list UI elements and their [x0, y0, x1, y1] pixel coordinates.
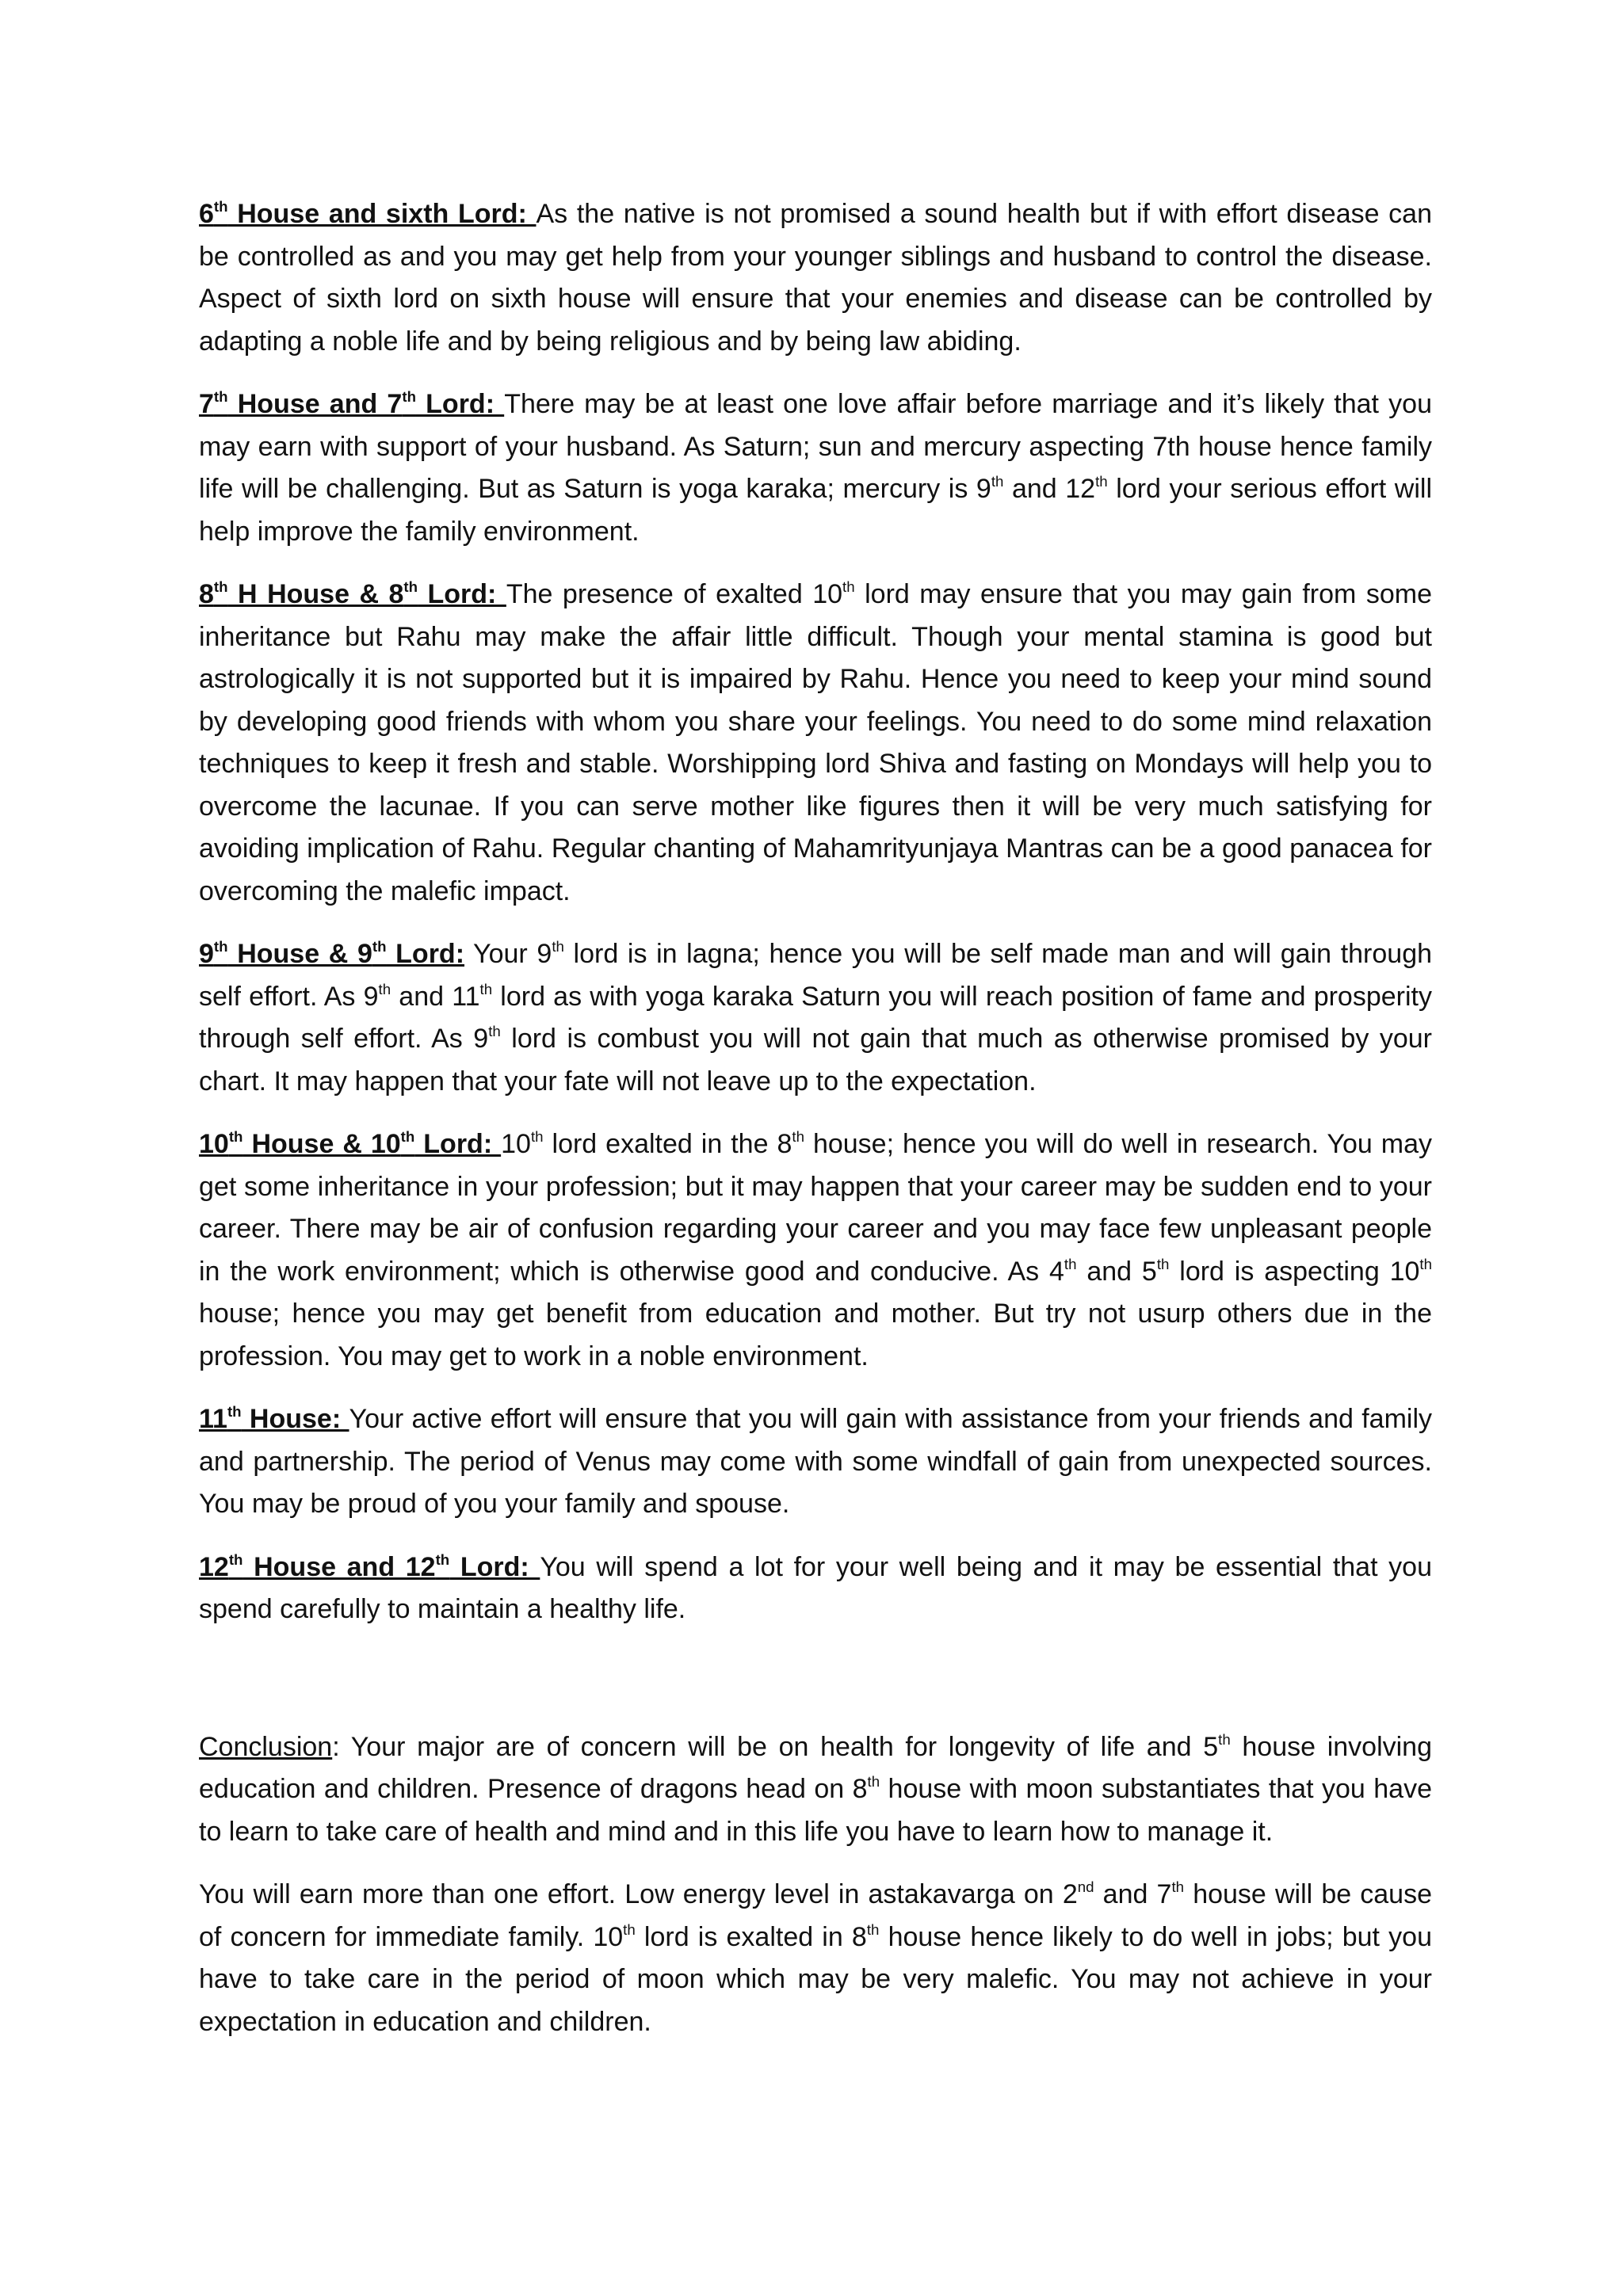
house-section — [199, 383, 1432, 553]
ordinal-suffix: th — [792, 1127, 804, 1145]
ordinal-suffix: th — [623, 1920, 636, 1938]
text-run: House & 10 — [242, 1129, 401, 1159]
house-section — [199, 1547, 1432, 1631]
text-run: house will be cause of concern for immediate family. 10 — [199, 1879, 1433, 1952]
document-page — [199, 193, 1432, 2064]
text-run: H House & 8 — [227, 579, 404, 609]
text-run: lord as with yoga karaka Saturn you will reach position of fame and prosperity through self effort. As 9 — [199, 981, 1432, 1054]
section-heading — [199, 199, 537, 229]
text-run: house with moon substantiates that you have to learn to take care of health and mind and in this life you have to learn how to manage it. — [199, 1774, 1432, 1847]
section-heading — [199, 939, 464, 969]
text-run: House and sixth Lord: — [227, 199, 537, 229]
conclusion-paragraph — [199, 1726, 1432, 1854]
text-run: 7 — [199, 389, 214, 419]
ordinal-suffix: th — [228, 1127, 243, 1145]
section-body — [199, 1129, 1432, 1371]
text-run: house; hence you may get benefit from education and mother. But try not usurp others due in the profession. You may get to work in a noble environment. — [199, 1299, 1432, 1371]
ordinal-suffix: th — [1095, 472, 1108, 490]
text-run: and 5 — [1076, 1256, 1157, 1287]
section-body — [199, 1404, 1432, 1519]
ordinal-suffix: th — [1156, 1255, 1170, 1272]
ordinal-suffix: th — [213, 197, 228, 215]
text-run: lord your serious effort will help improve the family environment. — [199, 474, 1433, 547]
ordinal-suffix: th — [991, 472, 1004, 490]
text-run: house; hence you will do well in research. You may get some inheritance in your profession; but it may happen that your career may be sudden end to your career. There may be air of confusion regarding your career and you may face few unpleasant people in the work environment; which is otherwise good and conducive. As 4 — [199, 1129, 1432, 1287]
house-section — [199, 1398, 1432, 1526]
ordinal-suffix: th — [1419, 1255, 1433, 1272]
text-run: As the native is not promised a sound health but if with effort disease can be controlled as and you may get help from your younger siblings and husband to control the disease. Aspect of sixth lord on sixth house will ensure that your enemies and disease can be controlled by adapting a noble life and by being religious and by being law abiding. — [199, 199, 1432, 357]
ordinal-suffix: th — [1171, 1878, 1185, 1895]
house-section — [199, 193, 1432, 363]
section-heading — [199, 579, 506, 609]
text-run: 10 — [199, 1129, 229, 1159]
house-section — [199, 574, 1432, 913]
closing-paragraph — [199, 1874, 1432, 2043]
text-run: and 7 — [1094, 1879, 1172, 1909]
section-heading — [199, 1129, 501, 1159]
ordinal-suffix: th — [213, 578, 228, 595]
text-run: Lord: — [386, 939, 465, 969]
text-run: lord is aspecting 10 — [1169, 1256, 1420, 1287]
text-run: lord may ensure that you may gain from some inheritance but Rahu may make the affair little difficult. Though your mental stamina is good but astrologically it is not supported but it is impaired by Rahu. Hence you need to keep your mind sound by developing good friends with whom you share your feelings. You need to do some mind relaxation techniques to keep it fresh and stable. Worshipping lord Shiva and fasting on Mondays will help you to overcome the lacunae. If you can serve mother like figures then it will be very much satisfying for avoiding implication of Rahu. Regular chanting of Mahamrityunjaya Mantras can be a good panacea for overcoming the malefic impact. — [199, 579, 1432, 906]
ordinal-suffix: th — [213, 387, 228, 405]
text-run: house hence likely to do well in jobs; but you have to take care in the period of moon which may be very malefic. You may not achieve in your expectation in education and children. — [199, 1921, 1432, 2037]
ordinal-suffix: th — [479, 980, 493, 997]
text-run: Lord: — [415, 389, 505, 419]
ordinal-suffix: nd — [1077, 1878, 1094, 1895]
ordinal-suffix: th — [530, 1127, 544, 1145]
text-run: 12 — [199, 1551, 229, 1582]
text-run: lord is exalted in 8 — [635, 1921, 867, 1952]
text-run: 10 — [501, 1129, 531, 1159]
text-run: lord is in lagna; hence you will be self made man and will gain through self effort. As 9 — [199, 939, 1433, 1012]
ordinal-suffix: th — [1064, 1255, 1077, 1272]
text-run: and 12 — [1003, 474, 1096, 504]
text-run: The presence of exalted 10 — [506, 579, 843, 609]
section-body — [199, 579, 1432, 906]
text-run: House and 12 — [242, 1551, 436, 1582]
section-heading — [199, 1404, 349, 1434]
ordinal-suffix: th — [867, 1772, 880, 1790]
section-heading — [199, 1552, 540, 1582]
ordinal-suffix: th — [378, 980, 391, 997]
text-run: lord exalted in the 8 — [543, 1129, 792, 1159]
ordinal-suffix: th — [402, 387, 416, 405]
text-run: Lord: — [449, 1551, 540, 1582]
text-run: Your active effort will ensure that you will gain with assistance from your friends and family and partnership. The period of Venus may come with some windfall of gain from unexpected sources. You may be proud of you your family and spouse. — [199, 1404, 1433, 1519]
ordinal-suffix: th — [842, 578, 855, 595]
text-run: 8 — [199, 579, 214, 609]
ordinal-suffix: th — [403, 578, 418, 595]
house-section — [199, 933, 1432, 1103]
text-run: You will earn more than one effort. Low energy level in astakavarga on 2 — [199, 1879, 1078, 1909]
text-run: 6 — [199, 199, 214, 229]
ordinal-suffix: th — [552, 937, 564, 955]
house-section — [199, 1123, 1432, 1378]
ordinal-suffix: th — [435, 1550, 450, 1568]
text-run: 9 — [199, 939, 214, 969]
ordinal-suffix: th — [488, 1022, 501, 1039]
ordinal-suffix: th — [227, 1402, 242, 1420]
text-run: house involving education and children. Presence of dragons head on 8 — [199, 1731, 1432, 1804]
text-run: lord is combust you will not gain that much as otherwise promised by your chart. It may happen that your fate will not leave up to the expectation. — [199, 1024, 1433, 1097]
conclusion-label: Conclusion — [199, 1731, 333, 1762]
house-sections — [199, 193, 1432, 1631]
ordinal-suffix: th — [400, 1127, 415, 1145]
ordinal-suffix: th — [228, 1550, 243, 1568]
ordinal-suffix: th — [372, 937, 387, 955]
text-run: Lord: — [418, 579, 506, 609]
ordinal-suffix: th — [866, 1920, 880, 1938]
text-run: House & 9 — [227, 939, 372, 969]
text-run: 11 — [199, 1404, 227, 1434]
section-heading — [199, 389, 504, 419]
text-run: : Your major are of concern will be on health for longevity of life and 5 — [332, 1731, 1219, 1762]
ordinal-suffix: th — [1218, 1730, 1231, 1748]
text-run: You will spend a lot for your well being and it may be essential that you spend carefully to maintain a healthy life. — [199, 1551, 1432, 1624]
conclusion-text — [199, 1732, 1432, 1847]
text-run: House: — [241, 1404, 349, 1434]
text-run: House and 7 — [227, 389, 403, 419]
text-run: Lord: — [414, 1129, 502, 1159]
text-run: There may be at least one love affair before marriage and it’s likely that you may earn with support of your husband. As Saturn; sun and mercury aspecting 7th house hence family life will be challenging. But as Saturn is yoga karaka; mercury is 9 — [199, 389, 1432, 504]
text-run: Your 9 — [464, 939, 552, 969]
text-run: and 11 — [391, 981, 480, 1012]
ordinal-suffix: th — [213, 937, 228, 955]
